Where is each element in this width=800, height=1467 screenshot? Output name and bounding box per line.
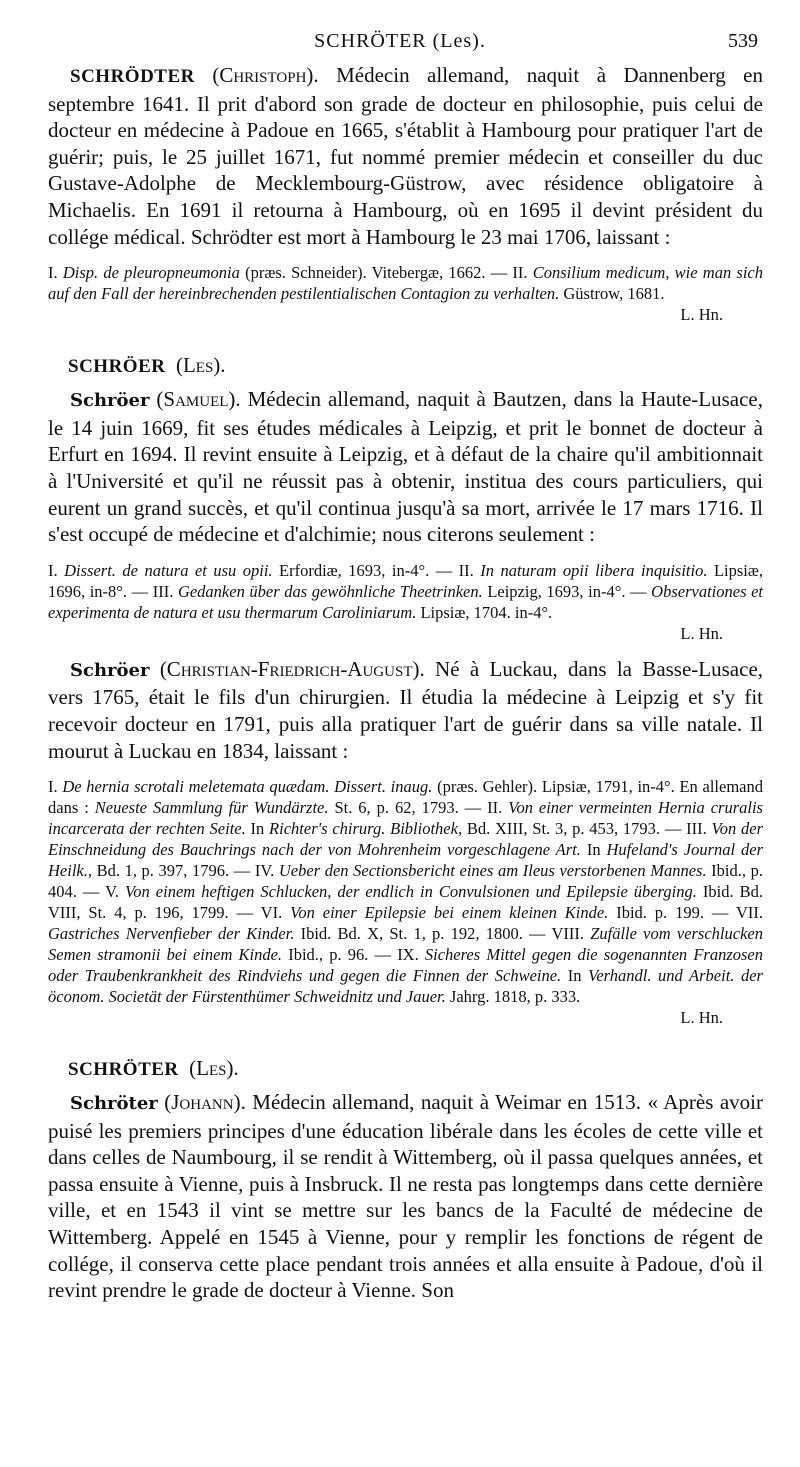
- biblio-text: Ibid., p. 96. — IX.: [282, 945, 425, 965]
- family-heading: [68, 1056, 763, 1081]
- biblio-text: In: [245, 819, 270, 839]
- biblio-text: I.: [48, 777, 63, 797]
- biblio-text: In: [561, 966, 589, 986]
- biblio-title: De hernia scrotali meletemata quædam. Dissert. inaug.: [62, 777, 433, 797]
- entry-text: Médecin allemand, naquit à Dannenberg en septembre 1641. Il prit d'abord son grade de docteur en philosophie, puis celui de docteur en médecine à Padoue en 1665, s'établit à Hambourg pour pratiquer l'art de guérir; puis, le 25 juillet 1671, fut nommé premier médecin et conseiller du duc Gustave-Adolphe de Mecklembourg-Güstrow, avec résidence obligatoire à Michaelis. En 1691 il retourna à Hambourg, où en 1695 il devint président du collége médical. Schrödter est mort à Hambourg le 23 mai 1706, laissant :: [48, 63, 764, 249]
- biblio-title: Dissert. de natura et usu opii.: [64, 560, 273, 580]
- biblio-title: In naturam opii libera inquisitio.: [480, 560, 708, 580]
- page-header: [0, 30, 800, 60]
- biblio-title: Richter's chirurg. Bibliothek,: [269, 819, 463, 839]
- entry-name: Schröer: [70, 390, 150, 412]
- biblio-text: Güstrow, 1681.: [559, 284, 665, 304]
- running-title: SCHRÖTER (Les).: [314, 30, 486, 52]
- biblio-text: Lipsiæ, 1704. in-4°.: [416, 602, 553, 622]
- entry-text: Né à Luckau, dans la Basse-Lusace, vers 1765, était le fils d'un chirurgien. Il étudia la médecine à Leipzig et s'y fit recevoir docteur en 1791, puis alla pratiquer l'art de guérir dans sa ville natale. Il mourut à Luckau en 1834, laissant :: [48, 656, 764, 763]
- family-name: SCHRÖER: [68, 356, 166, 378]
- bibliography: [48, 262, 763, 304]
- bibliography: [48, 560, 763, 623]
- family-suffix: (Les).: [189, 1056, 239, 1081]
- biblio-title: Von einer vermeinten Hernia cruralis incarcerata der rechten Seite.: [48, 798, 763, 839]
- biblio-text: Ibid. p. 199. — VII.: [608, 903, 763, 923]
- biblio-text: (præs. Gehler). Lipsiæ, 1791, in-4°. En allemand dans :: [48, 777, 763, 818]
- entry-given-name: (Samuel).: [156, 387, 241, 412]
- biblio-text: Ibid. Bd. X, St. 1, p. 192, 1800. — VIII.: [294, 924, 591, 944]
- biblio-title: Verhandl. und Arbeit. der öconom. Societät der Fürstenthümer Schweidnitz und Jauer.: [48, 966, 763, 1007]
- biblio-text: I.: [48, 560, 65, 580]
- entry-name: Schröter: [70, 1093, 158, 1115]
- biblio-text: Lipsiæ, 1696, in-8°. — III.: [48, 560, 764, 601]
- entry-text: Médecin allemand, naquit à Bautzen, dans la Haute-Lusace, le 14 juin 1669, fit ses études médicales à Leipzig, et prit le bonnet de docteur à Erfurt en 1694. Il revint ensuite à Leipzig, et à défaut de la chaire qu'il ambitionnait à l'Université et qu'il ne réussit pas à obtenir, institua des cours particuliers, qui eurent un grand succès, et qu'il continua jusqu'à sa mort, arrivée le 17 mars 1716. Il s'est occupé de médecine et d'alchimie; nous citerons seulement :: [48, 387, 764, 547]
- biblio-title: Neueste Sammlung für Wundärzte.: [94, 798, 329, 818]
- biblio-text: I.: [48, 263, 63, 283]
- signature: L. Hn.: [680, 1008, 723, 1028]
- biblio-title: Von einem heftigen Schlucken, der endlich in Convulsionen und Epilepsie überging.: [125, 882, 697, 902]
- entry-johann: [48, 1089, 763, 1304]
- biblio-title: Gastriches Nervenfieber der Kinder.: [48, 924, 295, 944]
- entry-samuel: [48, 386, 763, 548]
- family-heading: [68, 353, 763, 378]
- entry-name: Schröer: [70, 659, 150, 681]
- biblio-text: Leipzig, 1693, in-4°. —: [482, 581, 652, 601]
- signature: L. Hn.: [680, 623, 723, 643]
- biblio-text: (præs. Schneider). Vitebergæ, 1662. — II.: [239, 263, 533, 283]
- biblio-title: Gedanken über das gewöhnliche Theetrinken.: [177, 581, 483, 601]
- biblio-title: Consilium medicum, wie man sich auf den Fall der hereinbrechenden pestilentialischen Contagion zu verhalten.: [48, 263, 763, 304]
- biblio-text: Erfordiæ, 1693, in-4°. — II.: [272, 560, 481, 580]
- entry-given-name: (Christoph).: [212, 63, 319, 87]
- biblio-title: Von der Einschneidung des Bauchrings nach der von Mohrenheim vorgeschlagene Art.: [48, 819, 764, 860]
- biblio-text: Ibid. Bd. VIII, St. 4, p. 196, 1799. — VI.: [48, 882, 763, 923]
- entry-text: Médecin allemand, naquit à Weimar en 1513. « Après avoir puisé les premiers principes d'une éducation libérale dans les écoles de cette ville et dans celles de Naumbourg, il se rendit à Wittemberg, où il passa quelques années, et passa ensuite à Vienne, puis à Insbruck. Il ne resta pas longtemps dans cette dernière ville, et en 1543 il vint se mettre sur les bancs de la Faculté de médecine de Wittemberg. Appelé en 1545 à Vienne, pour y remplir les fonctions de régent de collége, il conserva cette place pendant trois années et alla ensuite à Padoue, d'où il revint prendre le grade de docteur à Vienne. Son: [48, 1090, 764, 1303]
- biblio-title: Observationes et experimenta de natura et usu thermarum Caroliniarum.: [48, 581, 763, 622]
- entry-christian: [48, 656, 763, 764]
- biblio-text: In: [580, 840, 607, 860]
- signature: L. Hn.: [680, 305, 723, 325]
- bibliography: [48, 776, 763, 1007]
- biblio-text: Bd. 1, p. 397, 1796. — IV.: [91, 861, 279, 881]
- entry-name: SCHRÖDTER: [70, 66, 195, 87]
- entry-given-name: (Christian-Friedrich-August).: [159, 656, 425, 681]
- biblio-title: Ueber den Sectionsbericht eines am Ileus verstorbenen Mannes.: [278, 861, 707, 881]
- biblio-text: St. 6, p. 62, 1793. — II.: [328, 798, 509, 818]
- biblio-text: Jahrg. 1818, p. 333.: [445, 987, 581, 1007]
- biblio-title: Von einer Epilepsie bei einem kleinen Kinde.: [290, 903, 609, 923]
- family-name: SCHRÖTER: [68, 1059, 179, 1081]
- entry-given-name: (Johann).: [164, 1090, 246, 1115]
- biblio-text: Bd. XIII, St. 3, p. 453, 1793. — III.: [462, 819, 712, 839]
- family-suffix: (Les).: [175, 353, 226, 378]
- biblio-title: Sicheres Mittel gegen die sogenannten Franzosen oder Traubenkrankheit des Rindviehs und gegen die Finnen der Schweine.: [48, 945, 764, 986]
- biblio-title: Disp. de pleuropneumonia: [62, 263, 240, 283]
- page-number: 539: [728, 30, 758, 52]
- biblio-text: Ibid., p. 404. — V.: [48, 861, 763, 902]
- page-body: [48, 62, 763, 1304]
- biblio-title: Hufeland's Journal der Heilk.,: [48, 840, 763, 881]
- biblio-title: Zufälle vom verschlucken Semen stramonii bei einem Kinde.: [48, 924, 763, 965]
- entry-schroedter: [48, 62, 763, 250]
